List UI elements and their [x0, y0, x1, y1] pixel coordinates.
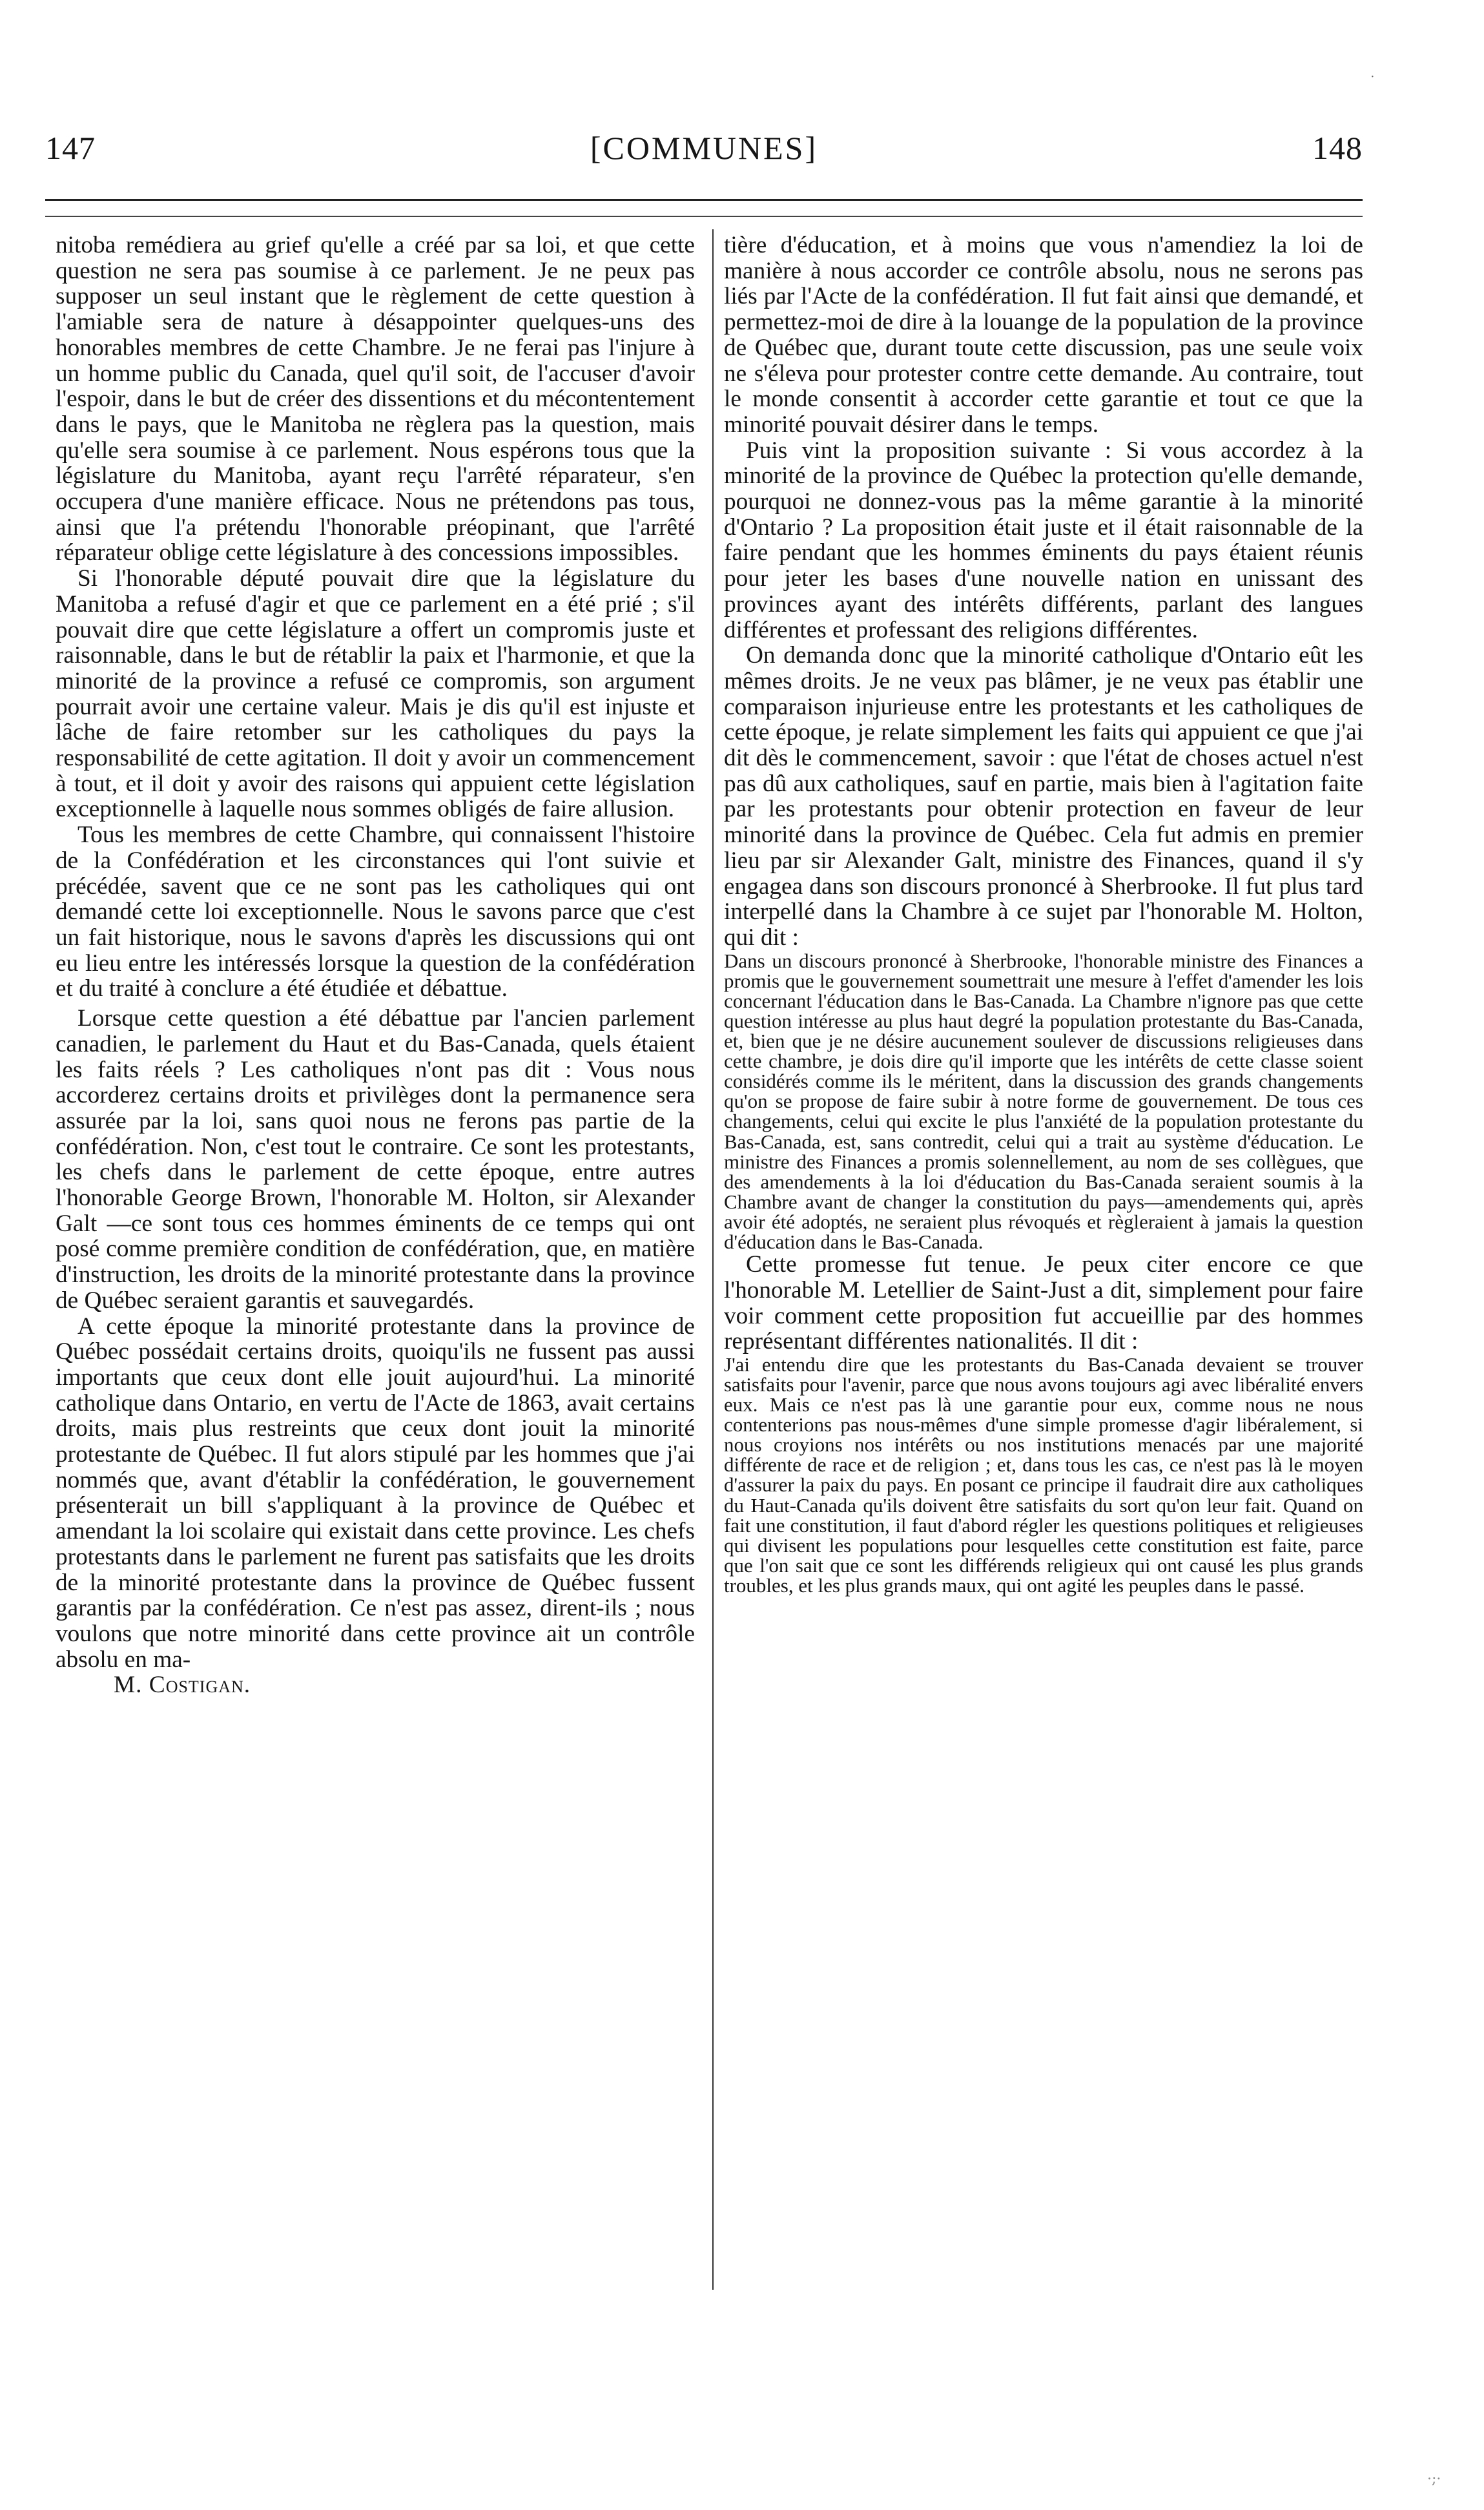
page-number-left: 147	[45, 130, 96, 166]
left-paragraph-3: Tous les membres de cette Chambre, qui connaissent l'histoire de la Confédération et les circonstances qui l'ont suivie et précédée, savent que ce ne sont pas les catholiques qui ont demandé cette loi exceptionnelle. Nous le savons parce que c'est un fait historique, nous le savons d'après les discussions qui ont eu lieu entre les intéressés lorsque la question de la confédération et du traité à conclure a été étudiée et débattue.	[56, 822, 695, 1002]
right-column	[724, 233, 1363, 1595]
right-paragraph-4: Cette promesse fut tenue. Je peux citer encore ce que l'honorable M. Letellier de Saint-Just a dit, simplement pour faire voir comment cette proposition fut accueillie par des hommes représentant différentes nationalités. Il dit :	[724, 1251, 1363, 1355]
margin-mark-bottom: ·;·	[1427, 2471, 1441, 2487]
column-divider	[712, 229, 714, 2290]
page-header	[45, 129, 1363, 174]
block-quote-holton: Dans un discours prononcé à Sherbrooke, l'honorable ministre des Finances a promis que le gouvernement soumettrait une mesure à l'effet d'amender les lois concernant l'éducation dans le Bas-Canada. La Chambre n'ignore pas que cette question intéresse au plus haut degré la population protestante du Bas-Canada, et, bien que je ne désire aucunement soulever de discussions religieuses dans cette chambre, je dois dire qu'il importe que les intérêts de cette classe soient considérés comme ils le méritent, dans la discussion des grands changements qu'on se propose de faire subir à notre forme de gouvernement. De tous ces changements, celui qui excite le plus l'anxiété de la population protestante du Bas-Canada, est, sans contredit, celui qui a trait au système d'éducation. Le ministre des Finances a promis solennellement, au nom de ses collègues, que des amendements à la loi d'éducation du Bas-Canada seraient soumis à la Chambre avant de changer la constitution du pays—amendements qui, après avoir été adoptés, ne seraient plus révoqués et règleraient à jamais la question d'éducation dans le Bas-Canada.	[724, 949, 1363, 1253]
left-paragraph-4: Lorsque cette question a été débattue par l'ancien parlement canadien, le parlement du Haut et du Bas-Canada, quels étaient les faits réels ? Les catholiques n'ont pas dit : Vous nous accorderez certains droits et privilèges dont la permanence sera assurée par la loi, sans quoi nous ne ferons pas partie de la confédération. Non, c'est tout le contraire. Ce sont les protestants, les chefs dans le parlement de cette époque, entre autres l'honorable George Brown, l'honorable M. Holton, sir Alexander Galt —ce sont tous ces hommes éminents de ce temps qui ont posé comme première condition de confédération, que, en matière d'instruction, les droits de la minorité protestante dans la province de Québec seraient garantis et sauvegardés.	[56, 1005, 695, 1314]
running-title: [COMMUNES]	[590, 130, 818, 166]
right-paragraph-2: Puis vint la proposition suivante : Si vous accordez à la minorité de la province de Québec la protection qu'elle demande, pourquoi ne donnez-vous pas la même garantie à la minorité d'Ontario ? La proposition était juste et il était raisonnable de la faire pendant que les hommes éminents du pays étaient réunis pour jeter les bases d'une nouvelle nation en unissant des provinces ayant des intérêts différents, parlant des langues différentes et professant des religions différentes.	[724, 437, 1363, 643]
page-number-right: 148	[1312, 130, 1363, 166]
block-quote-letellier: J'ai entendu dire que les protestants du Bas-Canada devaient se trouver satisfaits pour l'avenir, parce que nous avons toujours agi avec libéralité envers eux. Mais ce n'est pas là une garantie pour eux, comme nous ne nous contenterions pas nous-mêmes d'une simple promesse d'agir libéralement, si nous croyions nos intérêts ou nos institutions menacés par une majorité différente de race et de religion ; et, dans tous les cas, ce n'est pas là le moyen d'assurer la paix du pays. En posant ce principe il faudrait dire aux catholiques du Haut-Canada qu'ils doivent être satisfaits du sort qu'on leur fait. Quand on fait une constitution, il faut d'abord régler les questions politiques et religieuses qui divisent les populations pour lesquelles cette constitution est faite, parce que l'on sait que ce sont les différends religieux qui ont causé les plus grands troubles, et les plus grands maux, qui ont agité les peuples dans le passé.	[724, 1353, 1363, 1597]
left-paragraph-5: A cette époque la minorité protestante dans la province de Québec possédait certains droits, quoiqu'ils ne fussent pas aussi importants que ceux dont elle jouit aujourd'hui. La minorité catholique dans Ontario, en vertu de l'Acte de 1863, avait certains droits, mais plus restreints que ceux dont jouit la minorité protestante de Québec. Il fut alors stipulé par les hommes que j'ai nommés que, avant d'établir la confédération, le gouvernement présenterait un bill s'appliquant à la province de Québec et amendant la loi scolaire qui existait dans cette province. Les chefs protestants dans le parlement ne furent pas satisfaits que les droits de la minorité protestante dans la province de Québec fussent garantis par la confédération. Ce n'est pas assez, dirent-ils ; nous voulons que notre minorité dans cette province ait un contrôle absolu en ma-	[56, 1312, 695, 1673]
right-paragraph-3: On demanda donc que la minorité catholique d'Ontario eût les mêmes droits. Je ne veux pas blâmer, je ne veux pas établir une comparaison injurieuse entre les protestants et les catholiques de cette époque, je relate simplement les faits qui appuient ce que j'ai dit dès le commencement, savoir : que l'état de choses actuel n'est pas dû aux catholiques, sauf en partie, mais bien à l'agitation faite par les protestants pour obtenir protection en faveur de leur minorité dans la province de Québec. Cela fut admis en premier lieu par sir Alexander Galt, ministre des Finances, quand il s'y engagea dans son discours prononcé à Sherbrooke. Il fut plus tard interpellé dans la Chambre à ce sujet par l'honorable M. Holton, qui dit :	[724, 642, 1363, 951]
left-paragraph-2: Si l'honorable député pouvait dire que la législature du Manitoba a refusé d'agir et que ce parlement en a été prié ; s'il pouvait dire que cette législature a offert un compromis juste et raisonnable, dans le but de rétablir la paix et l'harmonie, et que la minorité de la province a refusé ce compromis, son argument pourrait avoir une certaine valeur. Mais je dis qu'il est injuste et lâche de faire retomber sur les catholiques du pays la responsabilité de cette agitation. Il doit y avoir un commencement à tout, et il doit y avoir des raisons qui appuient cette législation exceptionnelle à laquelle nous sommes obligés de faire allusion.	[56, 565, 695, 823]
left-paragraph-1: nitoba remédiera au grief qu'elle a créé par sa loi, et que cette question ne sera pas soumise à ce parlement. Je ne peux pas supposer un seul instant que le règlement de cette question à l'amiable sera de nature à désappointer quelques-uns des honorables membres de cette Chambre. Je ne ferai pas l'injure à un homme public du Canada, quel qu'il soit, de l'accuser d'avoir l'espoir, dans le but de créer des dissentions et du mécontentement dans le pays, que le Manitoba ne règlera pas la question, mais qu'elle sera soumise à ce parlement. Nous espérons tous que la législature du Manitoba, ayant reçu l'arrêté réparateur, s'en occupera d'une manière efficace. Nous ne prétendons pas tous, ainsi que l'a prétendu l'honorable préopinant, que l'arrêté réparateur oblige cette législature à des concessions impossibles.	[56, 232, 695, 566]
speaker-signature: M. Costigan.	[114, 1672, 251, 1699]
left-column	[56, 233, 695, 1698]
margin-mark-top: ·	[1370, 70, 1375, 84]
header-rule-top	[45, 199, 1363, 201]
header-rule-bottom	[45, 216, 1363, 217]
right-paragraph-1: tière d'éducation, et à moins que vous n'amendiez la loi de manière à nous accorder ce contrôle absolu, nous ne serons pas liés par l'Acte de la confédération. Il fut fait ainsi que demandé, et permettez-moi de dire à la louange de la population de la province de Québec que, durant toute cette discussion, pas une seule voix ne s'éleva pour protester contre cette demande. Au contraire, tout le monde consentit à accorder cette garantie et tout ce que la minorité pouvait désirer dans le temps.	[724, 232, 1363, 438]
